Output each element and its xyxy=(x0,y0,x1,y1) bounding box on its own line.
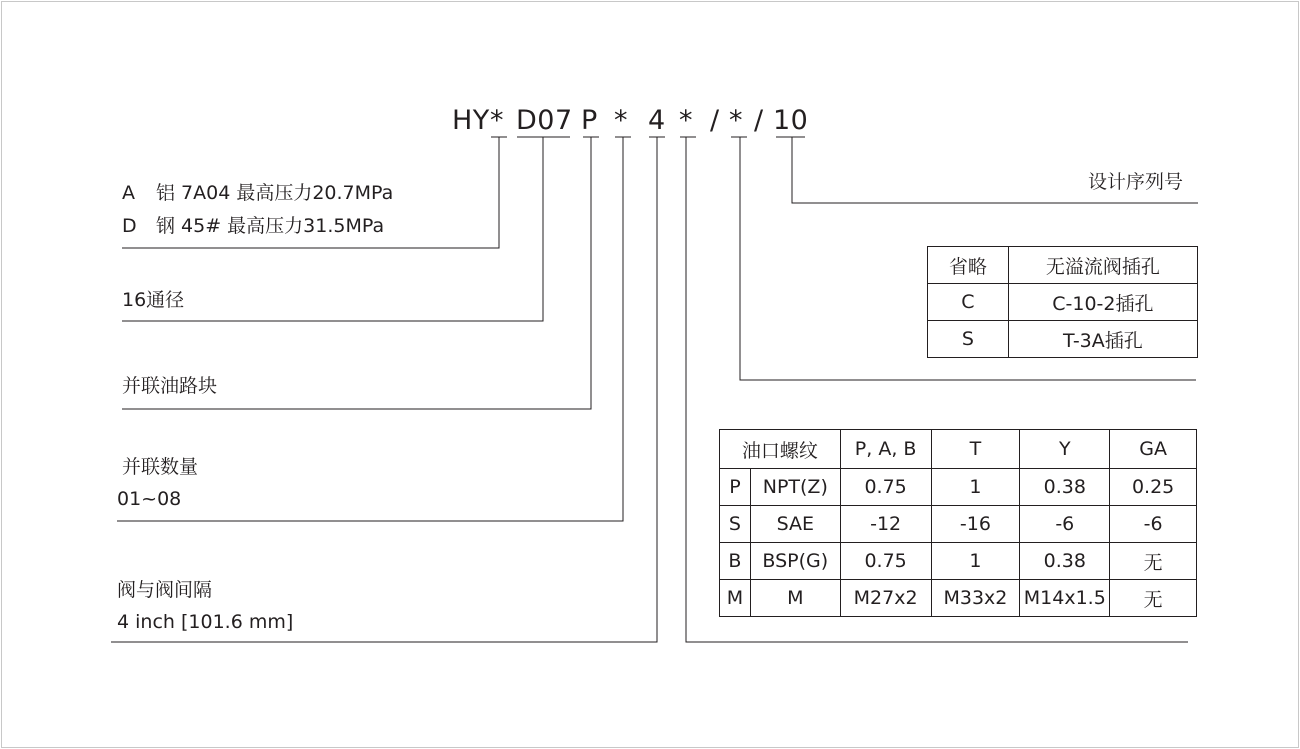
port-cell: 0.25 xyxy=(1110,469,1197,506)
type-leader xyxy=(122,137,591,409)
relief-row-desc: C-10-2插孔 xyxy=(1008,284,1197,321)
material-option-a-code: A xyxy=(122,182,135,204)
port-cell: M xyxy=(720,580,751,617)
spacing-value: 4 inch [101.6 mm] xyxy=(117,611,294,633)
port-cell: M xyxy=(750,580,840,617)
relief-row-code: C xyxy=(928,284,1009,321)
port-header-y: Y xyxy=(1020,430,1110,469)
relief-table-header xyxy=(928,247,1198,284)
material-option-d-code: D xyxy=(122,215,137,237)
port-cell: P xyxy=(720,469,751,506)
spacing-code: 4 xyxy=(648,105,666,136)
size-text: 16通径 xyxy=(122,289,185,311)
type-code: P xyxy=(581,105,598,136)
separator-2: / xyxy=(754,105,764,136)
stations-code: * xyxy=(614,105,628,136)
stations-label: 并联数量 xyxy=(122,456,199,478)
material-option-a-text: 铝 7A04 最高压力20.7MPa xyxy=(156,182,394,204)
relief-header-code: 省略 xyxy=(928,247,1009,284)
port-cell: 0.75 xyxy=(840,543,931,580)
stations-range: 01~08 xyxy=(117,488,182,510)
table-row xyxy=(720,580,1197,617)
material-option-a xyxy=(122,181,393,205)
port-cell: -12 xyxy=(840,506,931,543)
port-code: * xyxy=(679,105,693,136)
port-header-thread: 油口螺纹 xyxy=(720,430,841,469)
material-code: * xyxy=(490,105,504,136)
port-cell: NPT(Z) xyxy=(750,469,840,506)
material-option-d xyxy=(122,214,384,238)
spacing-label: 阀与阀间隔 xyxy=(117,579,213,601)
relief-header-desc: 无溢流阀插孔 xyxy=(1008,247,1197,284)
table-row xyxy=(928,284,1198,321)
port-cell: 无 xyxy=(1110,580,1197,617)
port-cell: 0.75 xyxy=(840,469,931,506)
port-cell: 1 xyxy=(931,543,1020,580)
port-cell: M27x2 xyxy=(840,580,931,617)
port-cell: 1 xyxy=(931,469,1020,506)
table-row xyxy=(720,543,1197,580)
port-cell: M33x2 xyxy=(931,580,1020,617)
size-code: D07 xyxy=(516,105,573,136)
relief-row-code: S xyxy=(928,321,1009,358)
port-cell: 0.38 xyxy=(1020,469,1110,506)
port-cell: 无 xyxy=(1110,543,1197,580)
table-row xyxy=(720,469,1197,506)
port-cell: S xyxy=(720,506,751,543)
relief-table xyxy=(927,246,1198,358)
relief-code: * xyxy=(729,105,743,136)
relief-row-desc: T-3A插孔 xyxy=(1008,321,1197,358)
design-label: 设计序列号 xyxy=(1088,171,1184,193)
material-option-d-text: 钢 45# 最高压力31.5MPa xyxy=(156,215,385,237)
port-cell: SAE xyxy=(750,506,840,543)
port-cell: B xyxy=(720,543,751,580)
port-header-pab: P, A, B xyxy=(840,430,931,469)
port-table xyxy=(719,429,1197,617)
port-header-t: T xyxy=(931,430,1020,469)
port-cell: BSP(G) xyxy=(750,543,840,580)
type-text: 并联油路块 xyxy=(122,375,218,397)
port-table-header xyxy=(720,430,1197,469)
separator-1: / xyxy=(710,105,720,136)
port-cell: -16 xyxy=(931,506,1020,543)
port-cell: 0.38 xyxy=(1020,543,1110,580)
port-header-ga: GA xyxy=(1110,430,1197,469)
port-cell: -6 xyxy=(1110,506,1197,543)
table-row xyxy=(928,321,1198,358)
design-code: 10 xyxy=(773,105,809,136)
port-cell: M14x1.5 xyxy=(1020,580,1110,617)
model-prefix: HY xyxy=(452,105,490,136)
table-row xyxy=(720,506,1197,543)
port-cell: -6 xyxy=(1020,506,1110,543)
